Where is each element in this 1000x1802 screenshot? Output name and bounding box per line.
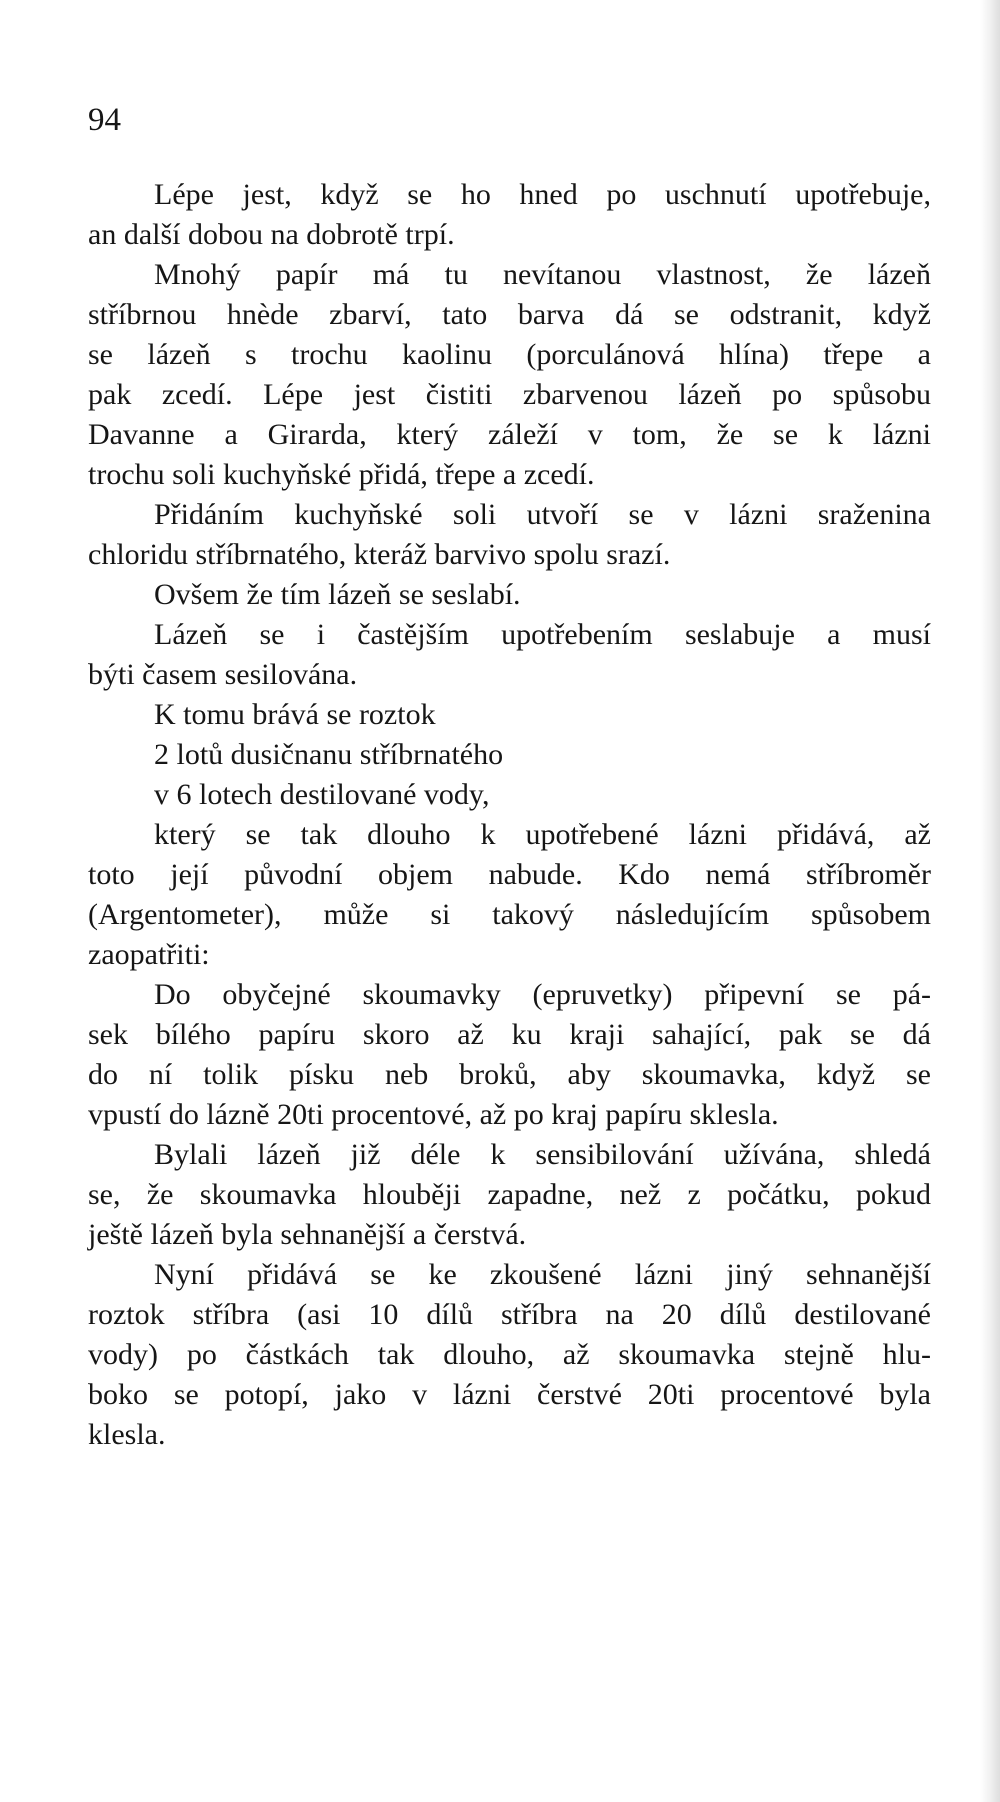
text-line: Nyní přidává se ke zkoušené lázni jiný sehnanější [154,1258,931,1291]
text-line: (Argentometer), může si takový následujícím spůsobem [88,898,931,931]
text-line: zaopatřiti: [88,938,210,971]
page-number: 94 [88,102,121,138]
text-line: který se tak dlouho k upotřebené lázni přidává, až [154,818,931,851]
text-line: klesla. [88,1418,166,1451]
text-line: roztok stříbra (asi 10 dílů stříbra na 20 dílů destilované [88,1298,931,1331]
text-line: chloridu stříbrnatého, kteráž barvivo spolu srazí. [88,538,671,571]
text-line: ještě lázeň byla sehnanější a čerstvá. [88,1218,527,1251]
text-line: Davanne a Girarda, který záleží v tom, že se k lázni [88,418,931,451]
text-line: Ovšem že tím lázeň se seslabí. [154,578,521,611]
text-line: trochu soli kuchyňské přidá, třepe a zcedí. [88,458,595,491]
text-line: Do obyčejné skoumavky (epruvetky) připevní se pá- [154,978,931,1011]
text-line: sek bílého papíru skoro až ku kraji sahající, pak se dá [88,1018,931,1051]
text-line: Lépe jest, když se ho hned po uschnutí upotřebuje, [154,178,931,211]
text-line: vpustí do lázně 20ti procentové, až po kraj papíru sklesla. [88,1098,779,1131]
text-line: stříbrnou hnède zbarví, tato barva dá se odstranit, když [88,298,931,331]
text-line: vody) po částkách tak dlouho, až skoumavka stejně hlu- [88,1338,931,1371]
page-edge-shadow [980,0,1000,1802]
text-line: se lázeň s trochu kaolinu (porculánová hlína) třepe a [88,338,931,371]
text-line: do ní tolik písku neb broků, aby skoumavka, když se [88,1058,931,1091]
text-line: an další dobou na dobrotě trpí. [88,218,455,251]
text-line: Lázeň se i častějším upotřebením seslabuje a musí [154,618,931,651]
text-line: Přidáním kuchyňské soli utvoří se v lázni sraženina [154,498,931,531]
text-line: 2 lotů dusičnanu stříbrnatého [154,738,504,771]
text-line: se, že skoumavka hlouběji zapadne, než z počátku, pokud [88,1178,931,1211]
text-line: pak zcedí. Lépe jest čistiti zbarvenou lázeň po spůsobu [88,378,931,411]
text-line: Bylali lázeň již déle k sensibilování užívána, shledá [154,1138,931,1171]
text-line: toto její původní objem nabude. Kdo nemá stříbroměr [88,858,931,891]
text-line: K tomu brává se roztok [154,698,436,731]
text-line: býti časem sesilována. [88,658,358,691]
text-line: boko se potopí, jako v lázni čerstvé 20ti procentové byla [88,1378,931,1411]
text-line: Mnohý papír má tu nevítanou vlastnost, že lázeň [154,258,931,291]
text-line: v 6 lotech destilované vody, [154,778,490,811]
body-text [88,175,931,1455]
